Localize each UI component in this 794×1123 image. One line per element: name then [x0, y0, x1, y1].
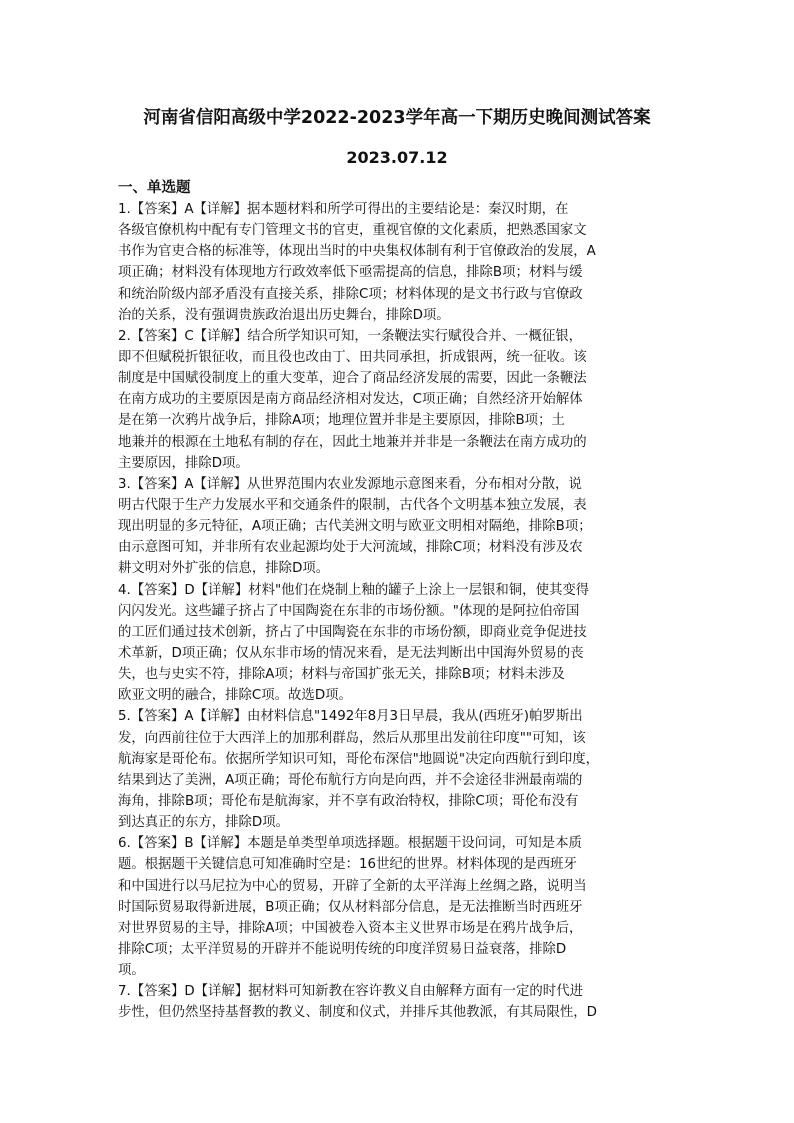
text-line: 4.【答案】D【详解】材料"他们在烧制上釉的罐子上涂上一层银和铜，使其变得 [118, 582, 590, 598]
text-line: 海角，排除B项；哥伦布是航海家，并不享有政治特权，排除C项；哥伦布没有 [118, 793, 579, 809]
text-line: 各级官僚机构中配有专门管理文书的官吏，重视官僚的文化素质，把熟悉国家文 [118, 223, 587, 239]
text-line: 3.【答案】A【详解】从世界范围内农业发源地示意图来看，分布相对分散，说 [118, 476, 582, 492]
text-line: 到达真正的东方，排除D项。 [118, 815, 289, 831]
text-line: 地兼并的根源在土地私有制的存在，因此土地兼并并非是一条鞭法在南方成功的 [118, 434, 587, 450]
text-line: 失，也与史实不符，排除A项；材料与帝国扩张无关，排除B项；材料未涉及 [118, 667, 565, 683]
text-line: 题。根据题干关键信息可知准确时空是：16世纪的世界。材料体现的是西班牙 [118, 857, 577, 873]
text-line: 步性，但仍然坚持基督教的教义、制度和仪式，并排斥其他教派，有其局限性，D [118, 1005, 597, 1021]
text-line: 欧亚文明的融合，排除C项。故选D项。 [118, 688, 352, 704]
answer-text-body [118, 199, 688, 1023]
text-line: 主要原因，排除D项。 [118, 455, 249, 471]
text-line: 是在第一次鸦片战争后，排除A项；地理位置并非是主要原因，排除B项；土 [118, 413, 565, 429]
text-line: 由示意图可知，并非所有农业起源均处于大河流域，排除C项；材料没有涉及农 [118, 540, 583, 556]
text-line: 明古代限于生产力发展水平和交通条件的限制，古代各个文明基本独立发展，表 [118, 497, 587, 513]
text-line: 即不但赋税折银征收，而且役也改由丁、田共同承担，折成银两，统一征收。该 [118, 349, 587, 365]
text-line: 现出明显的多元特征，A项正确；古代美洲文明与欧亚文明相对隔绝，排除B项； [118, 519, 592, 535]
text-line: 书作为官吏合格的标准等，体现出当时的中央集权体制有利于官僚政治的发展，A [118, 244, 596, 260]
text-line: 发，向西前往位于大西洋上的加那利群岛，然后从那里出发前往印度""可知，该 [118, 730, 586, 746]
text-line: 对世界贸易的主导，排除A项；中国被卷入资本主义世界市场是在鸦片战争后， [118, 920, 583, 936]
text-line: 项。 [118, 963, 145, 979]
text-line: 制度是中国赋役制度上的重大变革，迎合了商品经济发展的需要，因此一条鞭法 [118, 371, 587, 387]
text-line: 6.【答案】B【详解】本题是单类型单项选择题。根据题干设问词，可知是本质 [118, 836, 582, 852]
text-line: 7.【答案】D【详解】据材料可知新教在容许教义自由解释方面有一定的时代进 [118, 984, 583, 1000]
section-heading: 一、单选题 [118, 180, 191, 196]
text-line: 排除C项；太平洋贸易的开辟并不能说明传统的印度洋贸易日益衰落，排除D [118, 941, 567, 957]
text-line: 的工匠们通过技术创新，挤占了中国陶瓷在东非的市场份额，即商业竞争促进技 [118, 624, 587, 640]
text-line: 耕文明对外扩张的信息，排除D项。 [118, 561, 330, 577]
text-line: 项正确；材料没有体现地方行政效率低下亟需提高的信息，排除B项；材料与缓 [118, 265, 583, 281]
document-title: 河南省信阳高级中学2022-2023学年高一下期历史晚间测试答案 [143, 108, 651, 128]
document-date: 2023.07.12 [346, 148, 448, 167]
text-line: 闪闪发光。这些罐子挤占了中国陶瓷在东非的市场份额。"体现的是阿拉伯帝国 [118, 603, 580, 619]
text-line: 2.【答案】C【详解】结合所学知识可知，一条鞭法实行赋役合并、一概征银， [118, 328, 583, 344]
text-line: 航海家是哥伦布。依据所学知识可知，哥伦布深信"地圆说"决定向西航行到印度， [118, 751, 599, 767]
text-line: 在南方成功的主要原因是南方商品经济相对发达，C项正确；自然经济开始解体 [118, 392, 583, 408]
text-line: 5.【答案】A【详解】由材料信息"1492年8月3日早晨，我从(西班牙)帕罗斯出 [118, 709, 583, 725]
text-line: 结果到达了美洲，A项正确；哥伦布航行方向是向西，并不会途径非洲最南端的 [118, 772, 583, 788]
text-line: 和中国进行以马尼拉为中心的贸易，开辟了全新的太平洋海上丝绸之路，说明当 [118, 878, 587, 894]
text-line: 1.【答案】A【详解】据本题材料和所学可得出的主要结论是：秦汉时期，在 [118, 202, 569, 217]
text-line: 治的关系，没有强调贵族政治退出历史舞台，排除D项。 [118, 307, 450, 323]
text-line: 和统治阶级内部矛盾没有直接关系，排除C项；材料体现的是文书行政与官僚政 [118, 286, 583, 302]
text-line: 术革新，D项正确；仅从东非市场的情况来看，是无法判断出中国海外贸易的丧 [118, 645, 584, 661]
text-line: 时国际贸易取得新进展，B项正确；仅从材料部分信息，是无法推断当时西班牙 [118, 899, 583, 915]
